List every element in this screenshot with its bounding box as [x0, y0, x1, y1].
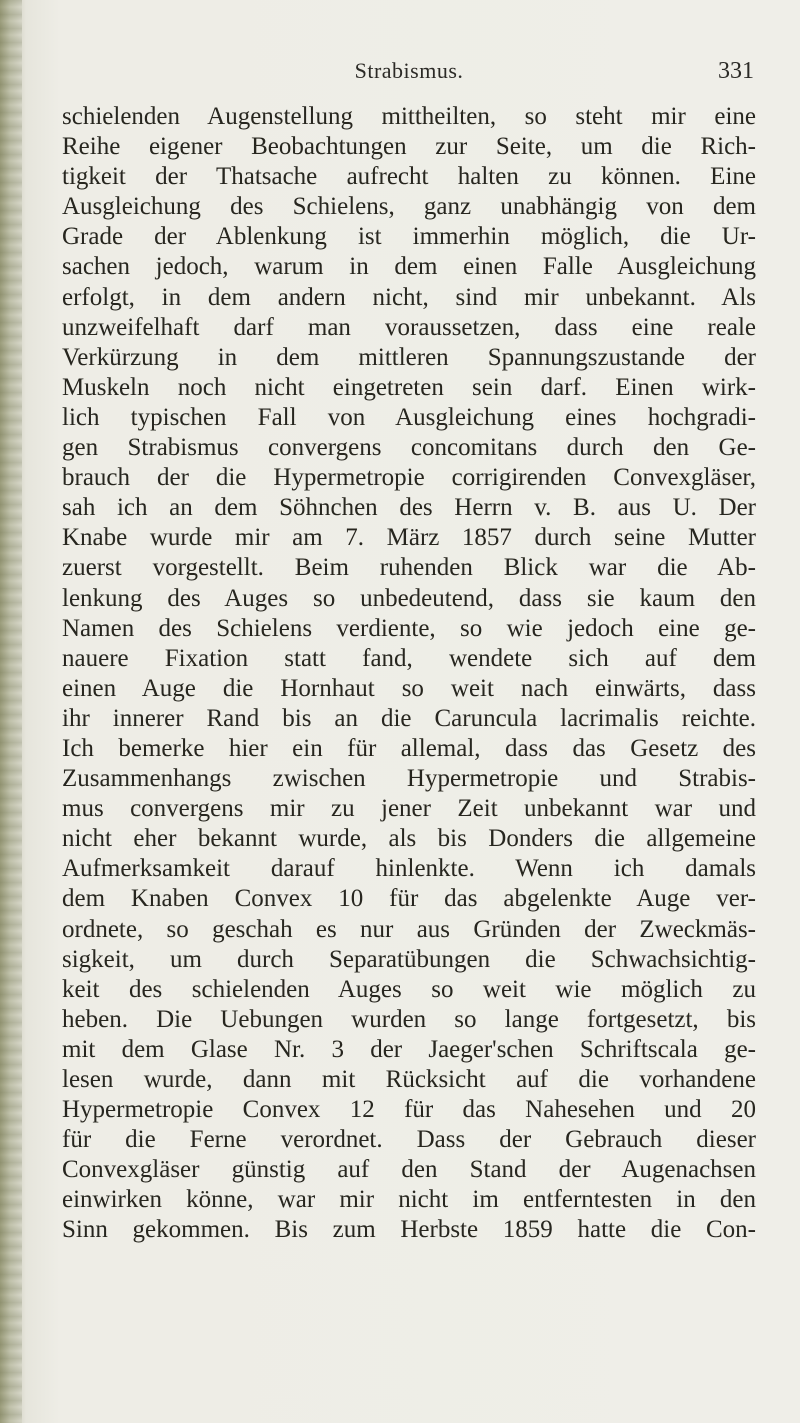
text-line: erfolgt, in dem andern nicht, sind mir unbekannt. Als [62, 283, 756, 311]
text-line: Grade der Ablenkung ist immerhin möglich, die Ur- [62, 223, 756, 251]
text-line: Muskeln noch nicht eingetreten sein darf. Einen wirk- [62, 373, 756, 401]
page-number: 331 [718, 58, 754, 84]
text-line: lich typischen Fall von Ausgleichung eines hochgradi- [62, 403, 756, 431]
text-line: einen Auge die Hornhaut so weit nach einwärts, dass [62, 674, 756, 702]
text-line: zuerst vorgestellt. Beim ruhenden Blick war die Ab- [62, 554, 756, 582]
text-line: tigkeit der Thatsache aufrecht halten zu können. Eine [62, 163, 756, 191]
running-head [64, 58, 754, 92]
text-line: dem Knaben Convex 10 für das abgelenkte Auge ver- [62, 885, 756, 913]
text-line: lenkung des Auges so unbedeutend, dass sie kaum den [62, 584, 756, 612]
text-line: Ich bemerke hier ein für allemal, dass das Gesetz des [62, 734, 756, 762]
running-head-title: Strabismus. [354, 58, 464, 83]
text-line: Aufmerksamkeit darauf hinlenkte. Wenn ich damals [62, 855, 756, 883]
text-line: sachen jedoch, warum in dem einen Falle Ausgleichung [62, 253, 756, 281]
text-line: sah ich an dem Söhnchen des Herrn v. B. aus U. Der [62, 494, 756, 522]
text-line: nicht eher bekannt wurde, als bis Donders die allgemeine [62, 825, 756, 853]
body-text [62, 102, 756, 1246]
text-line: mit dem Glase Nr. 3 der Jaeger'schen Schriftscala ge- [62, 1035, 756, 1063]
text-line: keit des schielenden Auges so weit wie möglich zu [62, 975, 756, 1003]
text-line: Hypermetropie Convex 12 für das Nahesehen und 20 [62, 1096, 756, 1124]
text-line: Namen des Schielens verdiente, so wie jedoch eine ge- [62, 614, 756, 642]
text-line: sigkeit, um durch Separatübungen die Schwachsichtig- [62, 945, 756, 973]
text-line: schielenden Augenstellung mittheilten, so steht mir eine [62, 103, 756, 130]
text-line: Sinn gekommen. Bis zum Herbste 1859 hatte die Con- [62, 1216, 756, 1244]
binding-gutter-shadow [0, 0, 22, 1423]
text-line: ordnete, so geschah es nur aus Gründen der Zweckmäs- [62, 915, 756, 943]
text-line: brauch der die Hypermetropie corrigirenden Convexgläser, [62, 464, 756, 492]
text-line: einwirken könne, war mir nicht im entferntesten in den [62, 1186, 756, 1214]
text-line: mus convergens mir zu jener Zeit unbekannt war und [62, 795, 756, 823]
text-line: lesen wurde, dann mit Rücksicht auf die vorhandene [62, 1066, 756, 1093]
text-line: Knabe wurde mir am 7. März 1857 durch seine Mutter [62, 524, 756, 552]
text-line: gen Strabismus convergens concomitans durch den Ge- [62, 434, 756, 462]
text-line: unzweifelhaft darf man voraussetzen, dass eine reale [62, 313, 756, 341]
text-line: Verkürzung in dem mittleren Spannungszustande der [62, 343, 756, 371]
text-line: heben. Die Uebungen wurden so lange fortgesetzt, bis [62, 1005, 756, 1033]
text-line: Ausgleichung des Schielens, ganz unabhängig von dem [62, 193, 756, 221]
text-line: für die Ferne verordnet. Dass der Gebrauch dieser [62, 1126, 756, 1154]
text-line: nauere Fixation statt fand, wendete sich auf dem [62, 644, 756, 672]
text-line: Reihe eigener Beobachtungen zur Seite, um die Rich- [62, 133, 756, 161]
text-line: Zusammenhangs zwischen Hypermetropie und Strabis- [62, 765, 756, 793]
text-line: Convexgläser günstig auf den Stand der Augenachsen [62, 1156, 756, 1184]
text-line: ihr innerer Rand bis an die Caruncula lacrimalis reichte. [62, 704, 756, 732]
